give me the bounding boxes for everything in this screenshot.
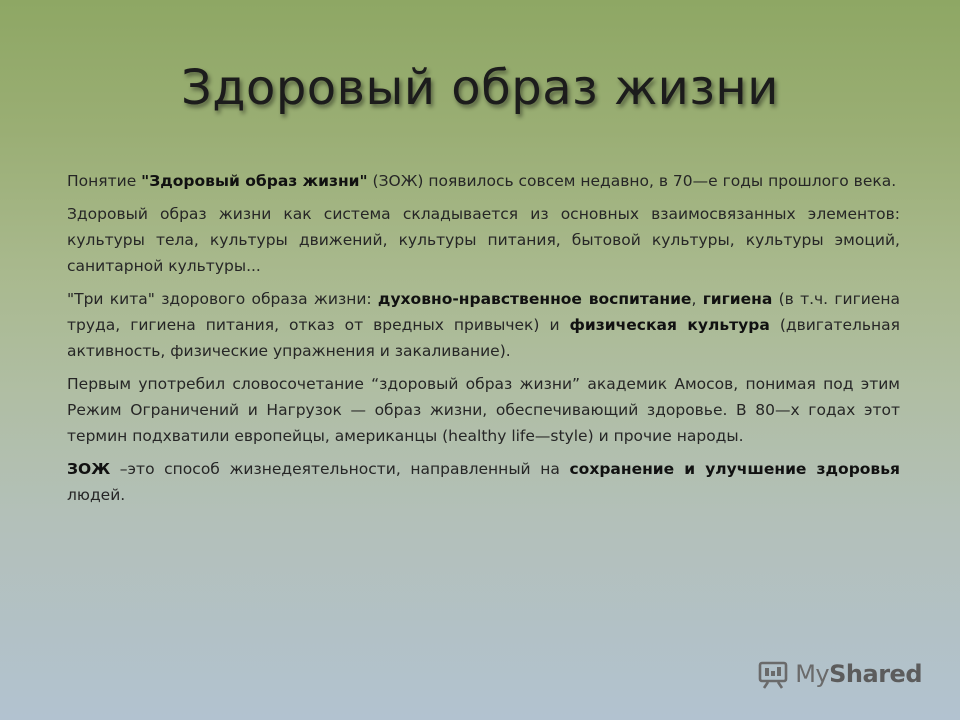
- text-run: "Три кита" здорового образа жизни:: [67, 290, 378, 308]
- paragraph-zozh-definition: [67, 456, 900, 508]
- presentation-board-icon: [757, 658, 789, 690]
- watermark-text: [795, 660, 922, 688]
- text-run: ,: [691, 290, 703, 308]
- text-run: (ЗОЖ) появилось совсем недавно, в 70—е годы прошлого века.: [367, 172, 897, 190]
- bold-term: духовно-нравственное воспитание: [377, 290, 692, 308]
- paragraph-definition: [67, 168, 900, 194]
- watermark-brand: Shared: [829, 660, 922, 688]
- myshared-watermark: [757, 656, 922, 692]
- watermark-prefix: My: [795, 660, 830, 688]
- text-run: (в т.ч. гигиена труда, гигиена питания, отказ от вредных привычек) и: [67, 290, 901, 334]
- bold-term: гигиена: [702, 290, 773, 308]
- slide-title: Здоровый образ жизни: [181, 60, 779, 116]
- text-run: людей.: [67, 486, 126, 504]
- bold-term: сохранение и улучшение здоровья: [569, 460, 900, 478]
- paragraph-amosov: Первым употребил словосочетание “здоровый образ жизни” академик Амосов, понимая под этим Режим Ограничений и Нагрузок — образ жизни, обеспечивающий здоровье. В 80—х годах этот термин подхватили европейцы, американцы (healthy life—style) и прочие народы.: [67, 375, 900, 445]
- slide-body: [67, 168, 900, 515]
- paragraph-three-whales: [67, 286, 900, 364]
- bold-term: физическая культура: [569, 316, 770, 334]
- paragraph-system: Здоровый образ жизни как система складывается из основных взаимосвязанных элементов: культуры тела, культуры движений, культуры питания, бытовой культуры, культуры эмоций, санитарной культуры...: [67, 205, 900, 275]
- text-run: –это способ жизнедеятельности, направленный на: [110, 460, 570, 478]
- text-run: Понятие: [67, 172, 142, 190]
- bold-term: "Здоровый образ жизни": [141, 172, 368, 190]
- text-run: (двигательная активность, физические упражнения и закаливание).: [67, 316, 900, 360]
- bold-term: ЗОЖ: [67, 460, 111, 478]
